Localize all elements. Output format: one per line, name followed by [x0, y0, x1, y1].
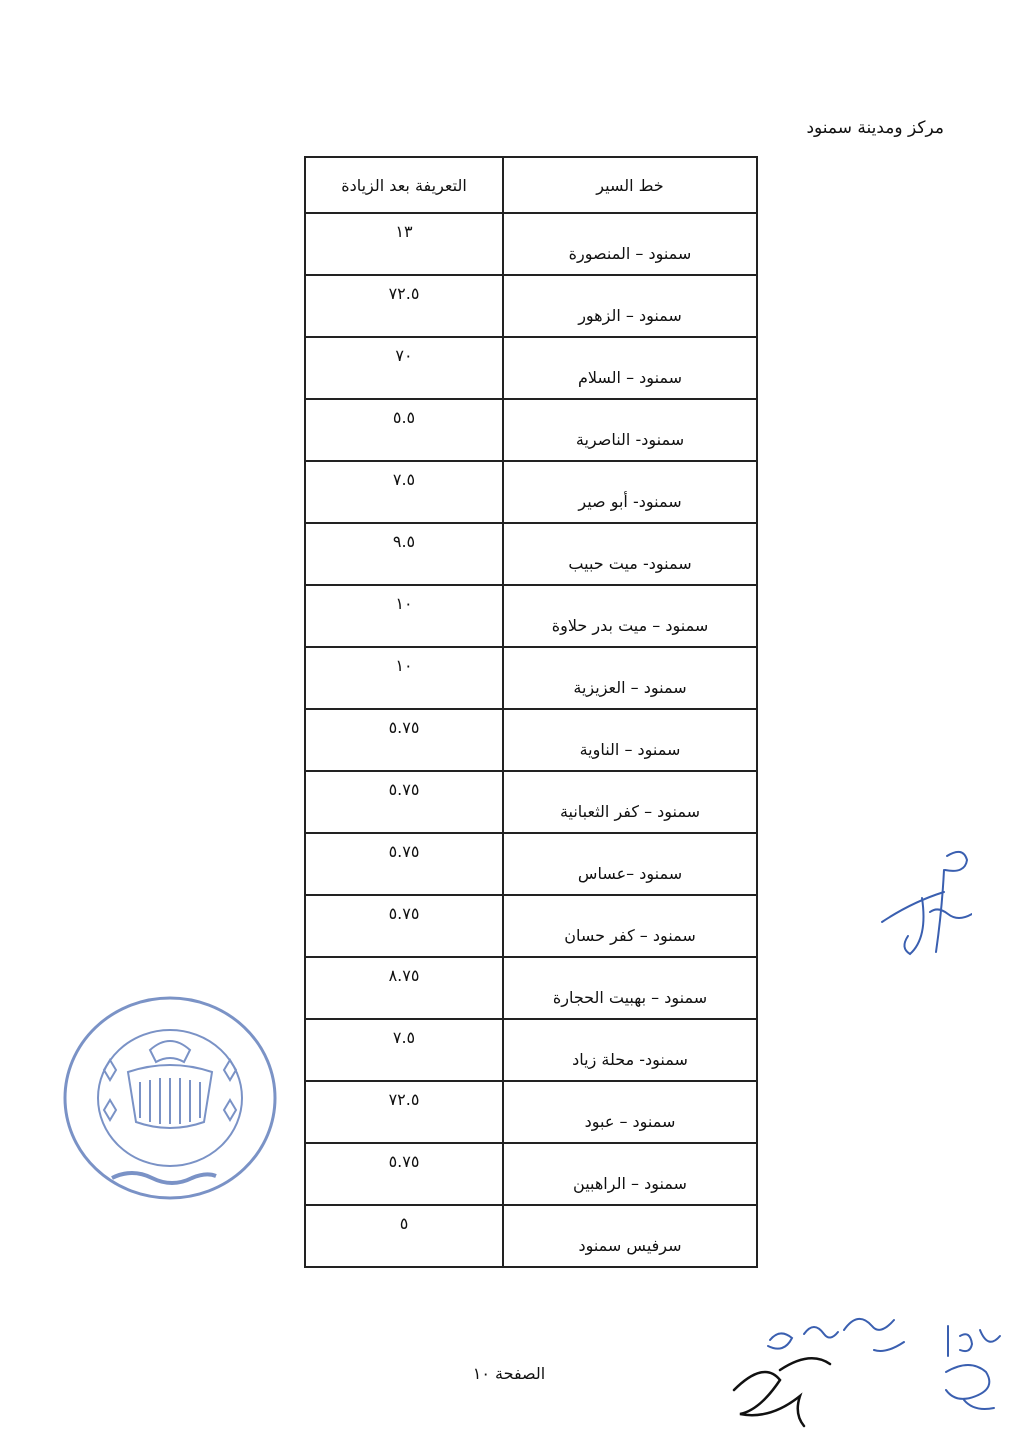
- table-row: [305, 213, 757, 275]
- fare-text: ٧٢.٥: [388, 284, 420, 303]
- fare-cell: [305, 275, 503, 337]
- route-cell: [503, 709, 757, 771]
- fare-cell: [305, 1019, 503, 1081]
- table-row: [305, 957, 757, 1019]
- fare-cell: [305, 399, 503, 461]
- eagle-head-icon: [150, 1041, 190, 1062]
- fare-cell: [305, 709, 503, 771]
- route-text: سمنود – الراهبين: [573, 1173, 687, 1193]
- fare-cell: [305, 1205, 503, 1267]
- route-cell: [503, 275, 757, 337]
- fare-cell: [305, 523, 503, 585]
- route-cell: [503, 213, 757, 275]
- route-text: سمنود – بهبيت الحجارة: [552, 987, 708, 1007]
- fare-text: ٥.٧٥: [388, 780, 420, 799]
- fare-cell: [305, 337, 503, 399]
- fare-cell: [305, 771, 503, 833]
- route-text: سمنود – المنصورة: [568, 243, 692, 263]
- route-text: سمنود- الناصرية: [575, 429, 685, 449]
- route-text: سمنود – الزهور: [578, 305, 682, 325]
- page-number: الصفحة ١٠: [472, 1364, 546, 1383]
- route-text: سمنود – كفر حسان: [564, 925, 696, 945]
- route-cell: [503, 647, 757, 709]
- route-text: سمنود – العزيزية: [573, 677, 687, 697]
- table-row: [305, 709, 757, 771]
- fare-text: ١٠: [395, 656, 413, 675]
- table-row: [305, 1143, 757, 1205]
- fare-text: ٥.٧٥: [388, 904, 420, 923]
- fare-text: ٥: [399, 1214, 409, 1233]
- table-row: [305, 399, 757, 461]
- route-text: سمنود – عبود: [584, 1111, 676, 1131]
- fare-text: ٩.٥: [392, 532, 416, 551]
- route-cell: [503, 399, 757, 461]
- fare-text: ٨.٧٥: [388, 966, 420, 985]
- route-text: سمنود- محلة زياد: [572, 1049, 688, 1069]
- route-cell: [503, 957, 757, 1019]
- table-row: [305, 1081, 757, 1143]
- route-cell: [503, 1019, 757, 1081]
- fare-cell: [305, 957, 503, 1019]
- route-cell: [503, 523, 757, 585]
- route-text: سمنود –عساس: [577, 863, 683, 883]
- fare-cell: [305, 1081, 503, 1143]
- route-cell: [503, 585, 757, 647]
- route-text: سمنود- أبو صير: [578, 491, 682, 511]
- fare-cell: [305, 1143, 503, 1205]
- route-column-header: خط السير: [503, 157, 757, 213]
- fare-column-header: التعريفة بعد الزيادة: [305, 157, 503, 213]
- page-heading: مركز ومدينة سمنود: [806, 118, 944, 138]
- route-text: سمنود – السلام: [577, 367, 683, 387]
- route-text: سمنود- ميت حبيب: [568, 553, 692, 573]
- route-text: سرفيس سمنود: [578, 1235, 682, 1255]
- fare-text: ١٠: [395, 594, 413, 613]
- official-stamp: [40, 990, 290, 1220]
- route-text: سمنود – كفر الثعبانية: [559, 801, 701, 821]
- route-text: سمنود – الناوية: [579, 739, 681, 759]
- fare-text: ٧.٥: [392, 1028, 416, 1047]
- route-cell: [503, 771, 757, 833]
- fare-text: ٥.٥: [392, 408, 416, 427]
- fare-cell: [305, 585, 503, 647]
- fare-cell: [305, 213, 503, 275]
- route-cell: [503, 833, 757, 895]
- fare-cell: [305, 461, 503, 523]
- fare-text: ٧.٥: [392, 470, 416, 489]
- fare-text: ٧٢.٥: [388, 1090, 420, 1109]
- route-cell: [503, 461, 757, 523]
- table-row: [305, 585, 757, 647]
- table-row: [305, 895, 757, 957]
- table-header-row: [305, 157, 757, 213]
- fare-text: ١٣: [395, 222, 413, 241]
- table-row: [305, 833, 757, 895]
- table-row: [305, 337, 757, 399]
- route-cell: [503, 895, 757, 957]
- fare-text: ٥.٧٥: [388, 718, 420, 737]
- fare-cell: [305, 647, 503, 709]
- table-body: [305, 213, 757, 1267]
- route-cell: [503, 1205, 757, 1267]
- fares-table: [304, 156, 758, 1268]
- table-row: [305, 275, 757, 337]
- route-text: سمنود – ميت بدر حلاوة: [551, 615, 709, 635]
- table-row: [305, 523, 757, 585]
- signature-right: [872, 842, 972, 962]
- route-cell: [503, 337, 757, 399]
- fare-text: ٧٠: [395, 346, 413, 365]
- fare-cell: [305, 833, 503, 895]
- fare-text: ٥.٧٥: [388, 842, 420, 861]
- table-row: [305, 1205, 757, 1267]
- table-row: [305, 647, 757, 709]
- route-cell: [503, 1143, 757, 1205]
- route-cell: [503, 1081, 757, 1143]
- table-row: [305, 461, 757, 523]
- fare-cell: [305, 895, 503, 957]
- table-row: [305, 1019, 757, 1081]
- fare-text: ٥.٧٥: [388, 1152, 420, 1171]
- table-row: [305, 771, 757, 833]
